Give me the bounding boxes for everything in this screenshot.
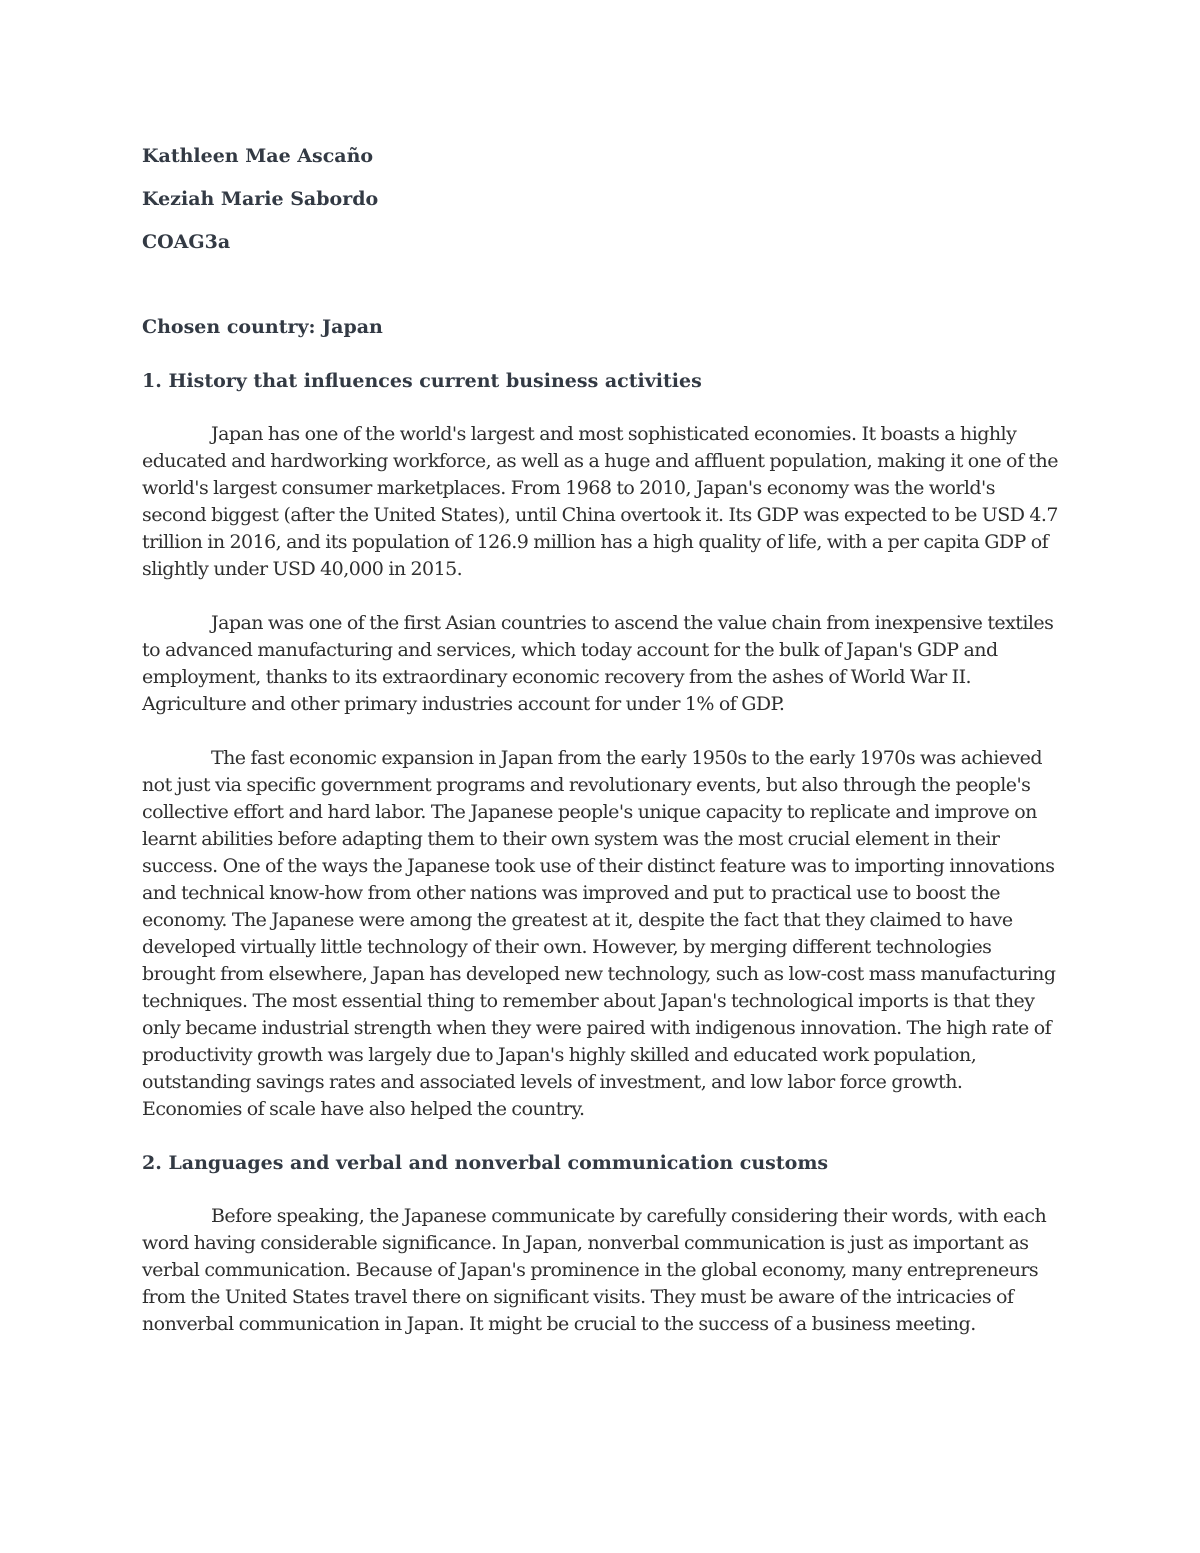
author-name-1: Kathleen Mae Ascaño [142, 145, 374, 167]
paragraph: Japan was one of the first Asian countries to ascend the value chain from inexpensive textiles to advanced manufacturing and services, which today account for the bulk of Japan's GDP and employment, thanks to its extraordinary economic recovery from the ashes of World War II. Agriculture and other primary industries account for under 1% of GDP. [142, 612, 1054, 715]
section-heading-history: 1. History that influences current business activities [142, 370, 702, 392]
paragraph: Before speaking, the Japanese communicate by carefully considering their words, with each word having considerable significance. In Japan, nonverbal communication is just as important as verbal communication. Because of Japan's prominence in the global economy, many entrepreneurs from the United States travel there on significant visits. They must be aware of the intricacies of nonverbal communication in Japan. It might be crucial to the success of a business meeting. [142, 1205, 1047, 1335]
class-section: COAG3a [142, 231, 231, 253]
author-name-2: Keziah Marie Sabordo [142, 188, 379, 210]
chosen-country: Chosen country: Japan [142, 316, 383, 338]
paragraph: Japan has one of the world's largest and most sophisticated economies. It boasts a highly educated and hardworking workforce, as well as a huge and affluent population, making it one of the world's largest consumer marketplaces. From 1968 to 2010, Japan's economy was the world's second biggest (after the United States), until China overtook it. Its GDP was expected to be USD 4.7 trillion in 2016, and its population of 126.9 million has a high quality of life, with a per capita GDP of slightly under USD 40,000 in 2015. [142, 423, 1058, 580]
paragraph: The fast economic expansion in Japan from the early 1950s to the early 1970s was achieved not just via specific government programs and revolutionary events, but also through the people's collective effort and hard labor. The Japanese people's unique capacity to replicate and improve on learnt abilities before adapting them to their own system was the most crucial element in their success. One of the ways the Japanese took use of their distinct feature was to importing innovations and technical know-how from other nations was improved and put to practical use to boost the economy. The Japanese were among the greatest at it, despite the fact that they claimed to have developed virtually little technology of their own. However, by merging different technologies brought from elsewhere, Japan has developed new technology, such as low-cost mass manufacturing techniques. The most essential thing to remember about Japan's technological imports is that they only became industrial strength when they were paired with indigenous innovation. The high rate of productivity growth was largely due to Japan's highly skilled and educated work population, outstanding savings rates and associated levels of investment, and low labor force growth. Economies of scale have also helped the country. [142, 747, 1056, 1120]
section-heading-languages: 2. Languages and verbal and nonverbal communication customs [142, 1152, 829, 1174]
document-body [142, 142, 1064, 1338]
